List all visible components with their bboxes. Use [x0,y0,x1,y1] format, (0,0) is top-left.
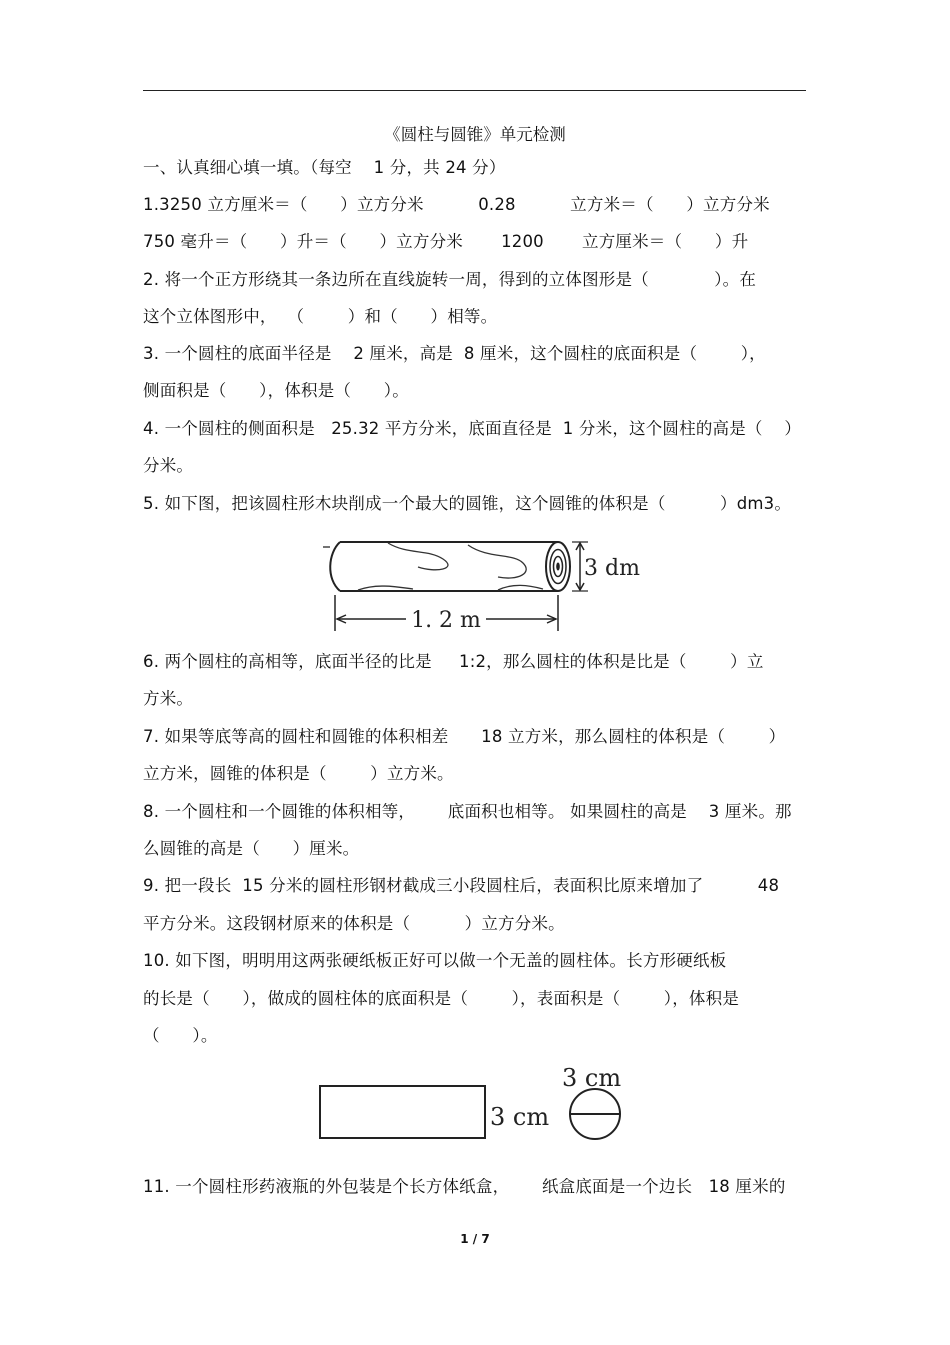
question-11-line-1: 11. 一个圆柱形药液瓶的外包装是个长方体纸盒， 纸盒底面是一个边长 18 厘米的 [143,1177,786,1196]
page-title: 《圆柱与圆锥》单元检测 [384,125,566,144]
header-rule [143,90,806,91]
question-3-line-2: 侧面积是（ ），体积是（ ）。 [143,381,409,400]
question-2-line-2: 这个立体图形中， （ ）和（ ）相等。 [143,307,498,326]
question-2-line-1: 2. 将一个正方形绕其一条边所在直线旋转一周，得到的立体图形是（ ）。在 [143,270,757,289]
question-7-line-2: 立方米，圆锥的体积是（ ）立方米。 [143,764,454,783]
question-8-line-2: 么圆锥的高是（ ）厘米。 [143,839,360,858]
question-1-line-1: 1.3250 立方厘米＝（ ）立方分米 0.28 立方米＝（ ）立方分米 [143,195,770,214]
question-3-line-1: 3. 一个圆柱的底面半径是 2 厘米，高是 8 厘米，这个圆柱的底面积是（ ）， [143,344,766,363]
question-10-line-1: 10. 如下图，明明用这两张硬纸板正好可以做一个无盖的圆柱体。长方形硬纸板 [143,951,727,970]
question-9-line-1: 9. 把一段长 15 分米的圆柱形钢材截成三小段圆柱后，表面积比原来增加了 48 [143,876,780,895]
question-5-line-1: 5. 如下图，把该圆柱形木块削成一个最大的圆锥，这个圆锥的体积是（ ）dm3。 [143,494,792,513]
cardboard-figure [312,1058,632,1148]
diameter-label: 3 dm [584,556,640,581]
question-4-line-2: 分米。 [143,456,194,475]
section-heading: 一、认真细心填一填。（每空 1 分，共 24 分） [143,158,506,177]
question-1-line-2: 750 毫升＝（ ）升＝（ ）立方分米 1200 立方厘米＝（ ）升 [143,232,749,251]
question-9-line-2: 平方分米。这段钢材原来的体积是（ ）立方分米。 [143,914,565,933]
cylinder-log-figure [318,533,640,633]
page-number: 1 / 7 [460,1232,490,1246]
question-4-line-1: 4. 一个圆柱的侧面积是 25.32 平方分米，底面直径是 1 分米，这个圆柱的高是（ ） [143,419,802,438]
rect-side-label: 3 cm [490,1103,550,1131]
circle-diameter-label: 3 cm [562,1064,622,1092]
length-label: 1. 2 m [411,608,481,633]
question-10-line-3: （ ）。 [143,1026,218,1045]
question-8-line-1: 8. 一个圆柱和一个圆锥的体积相等， 底面积也相等。 如果圆柱的高是 3 厘米。那 [143,802,792,821]
question-6-line-2: 方米。 [143,689,194,708]
question-10-line-2: 的长是（ ），做成的圆柱体的底面积是（ ），表面积是（ ），体积是 [143,989,740,1008]
question-7-line-1: 7. 如果等底等高的圆柱和圆锥的体积相差 18 立方米，那么圆柱的体积是（ ） [143,727,786,746]
question-6-line-1: 6. 两个圆柱的高相等，底面半径的比是 1:2，那么圆柱的体积是比是（ ）立 [143,652,764,671]
